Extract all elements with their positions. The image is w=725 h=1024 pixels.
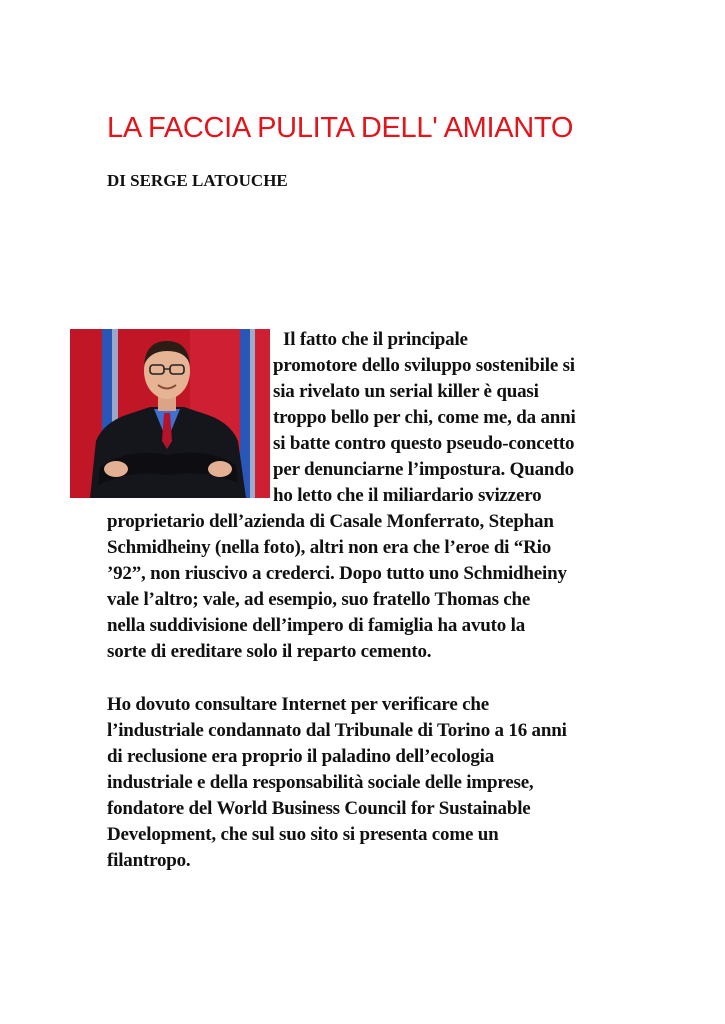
paragraph-1-line: promotore dello sviluppo sostenibile si (273, 355, 575, 376)
paragraph-2-line: Development, che sul suo sito si presenta come un (107, 824, 499, 845)
paragraph-2-line: Ho dovuto consultare Internet per verificare che (107, 694, 489, 715)
paragraph-1-line: per denunciarne l’impostura. Quando (273, 459, 574, 480)
portrait-photo-icon (70, 329, 270, 498)
paragraph-1-line: nella suddivisione dell’impero di famiglia ha avuto la (107, 615, 525, 636)
paragraph-1-line: ho letto che il miliardario svizzero (273, 485, 542, 506)
paragraph-2-line: di reclusione era proprio il paladino dell’ecologia (107, 746, 495, 767)
paragraph-1-line: sia rivelato un serial killer è quasi (273, 381, 539, 402)
article-author: DI SERGE LATOUCHE (107, 171, 288, 190)
paragraph-1-line: sorte di ereditare solo il reparto cemento. (107, 641, 432, 662)
paragraph-1-line: troppo bello per chi, come me, da anni (273, 407, 576, 428)
paragraph-1-line: vale l’altro; vale, ad esempio, suo fratello Thomas che (107, 589, 531, 610)
paragraph-2-line: filantropo. (107, 850, 191, 871)
article-title: LA FACCIA PULITA DELL' AMIANTO (107, 112, 574, 144)
paragraph-2-line: industriale e della responsabilità sociale delle imprese, (107, 772, 534, 793)
paragraph-1-line: si batte contro questo pseudo-concetto (273, 433, 575, 454)
paragraph-2-line: fondatore del World Business Council for Sustainable (107, 798, 531, 819)
paragraph-2-line: l’industriale condannato dal Tribunale di Torino a 16 anni (107, 720, 567, 741)
portrait-photo (70, 329, 270, 498)
paragraph-1-line: proprietario dell’azienda di Casale Monferrato, Stephan (107, 511, 554, 532)
paragraph-1-line: Schmidheiny (nella foto), altri non era che l’eroe di “Rio (107, 537, 552, 558)
paragraph-1-line: ’92”, non riuscivo a crederci. Dopo tutto uno Schmidheiny (107, 563, 567, 584)
paragraph-1-line: Il fatto che il principale (283, 329, 468, 350)
